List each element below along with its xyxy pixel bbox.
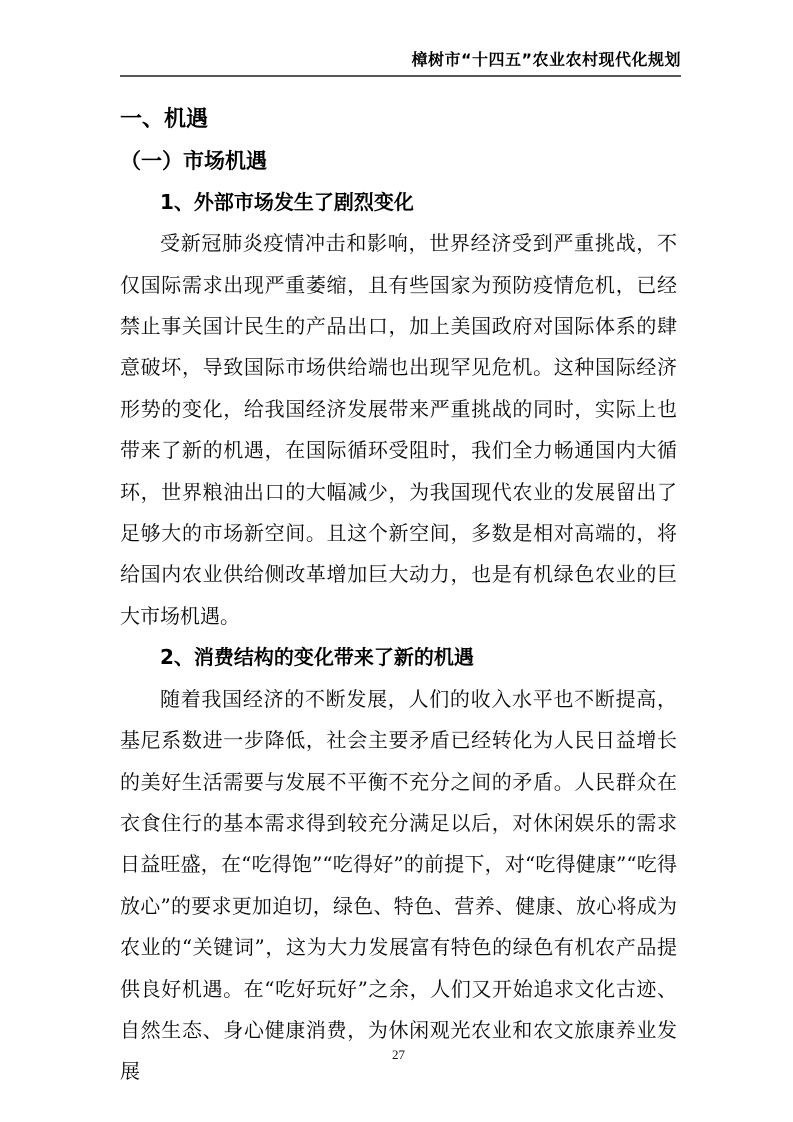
paragraph-1: 受新冠肺炎疫情冲击和影响，世界经济受到严重挑战，不仅国际需求出现严重萎缩，且有些国家为预防疫情危机，已经禁止事关国计民生的产品出口，加上美国政府对国际体系的肆意破坏，导致国际市场供给端也出现罕见危机。这种国际经济形势的变化，给我国经济发展带来严重挑战的同时，实际上也带来了新的机遇，在国际循环受阻时，我们全力畅通国内大循环，世界粮油出口的大幅减少，为我国现代农业的发展留出了足够大的市场新空间。且这个新空间，多数是相对高端的，将给国内农业供给侧改革增加巨大动力，也是有机绿色农业的巨大市场机遇。 xyxy=(120,231,677,628)
section-heading: （一）市场机遇 xyxy=(120,148,267,174)
header-title: 樟树市“十四五”农业农村现代化规划 xyxy=(411,50,681,69)
page-header xyxy=(120,0,681,77)
subsection-heading-1: 1、外部市场发生了剧烈变化 xyxy=(160,189,414,214)
chapter-heading: 一、机遇 xyxy=(120,106,209,132)
subsection-heading-2: 2、消费结构的变化带来了新的机遇 xyxy=(160,645,474,670)
document-body xyxy=(120,99,677,1093)
page-number: 27 xyxy=(392,1047,405,1062)
page-footer xyxy=(120,1044,677,1063)
paragraph-2: 随着我国经济的不断发展，人们的收入水平也不断提高，基尼系数进一步降低，社会主要矛盾已经转化为人民日益增长的美好生活需要与发展不平衡不充分之间的矛盾。人民群众在衣食住行的基本需求得到较充分满足以后，对休闲娱乐的需求日益旺盛，在“吃得饱”“吃得好”的前提下，对“吃得健康”“吃得放心”的要求更加迫切，绿色、特色、营养、健康、放心将成为农业的“关键词”，这为大力发展富有特色的绿色有机农产品提供良好机遇。在“吃好玩好”之余，人们又开始追求文化古迹、自然生态、身心健康消费，为休闲观光农业和农文旅康养业发展 xyxy=(120,686,677,1084)
